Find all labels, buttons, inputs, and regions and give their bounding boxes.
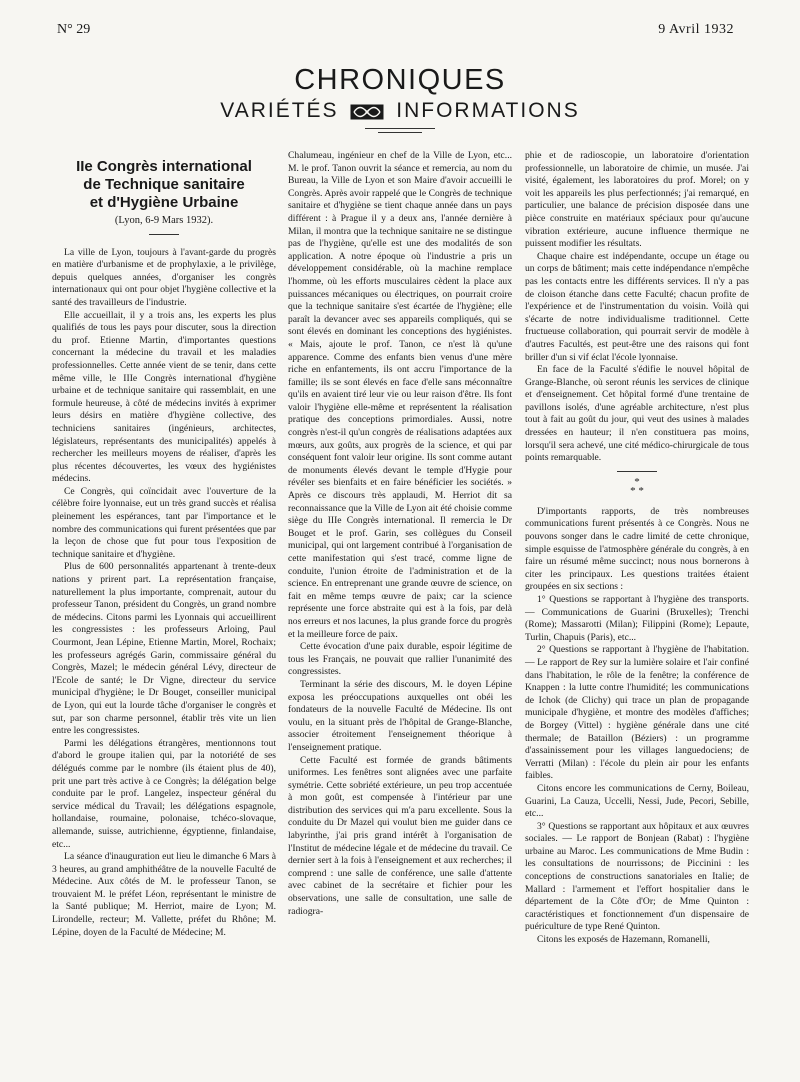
paragraph: 3° Questions se rapportant aux hôpitaux et aux œuvres sociales. — Le rapport de Bonjean (Rabat) : l'hygiène urbaine au Maroc. Les communications de Mme Budin : les consultations de nourrissons; de Piccinini : les conceptions de constructions sanatoriales en Italie; de Mallard : l'armement et l'effort hospitalier dans le département de la Côte d'Or; de Mme Quinton : caractéristiques et fonctionnement d'un dispensaire de puériculture de type René Quinton.	[525, 820, 749, 933]
paragraph: La ville de Lyon, toujours à l'avant-garde du progrès en matière d'urbanisme et de prophylaxie, a le privilège, depuis quelques années, d'organiser les congrès internationaux qui ont pour objet l'hygiène collective et la santé des travailleurs de l'industrie.	[52, 246, 276, 308]
paragraph: Ce Congrès, qui coïncidait avec l'ouverture de la célèbre foire lyonnaise, eut un très grand succès et réalisa pleinement les espérances, tant par l'importance et le nombre des communications qui furent présentées que par la leçon de chose que fut pour tous l'exposition de technique sanitaire et d'hygiène.	[52, 485, 276, 560]
title-rule	[149, 234, 179, 235]
paragraph: Parmi les délégations étrangères, mentionnons tout d'abord le groupe italien qui, par la notoriété de ses délégués comme par le nombre (ils étaient plus de 40), prit une part très active à ce Congrès; la délégation belge conduite par le prof. Langelez, inspecteur général du service médical du Travail; les délégations espagnole, hollandaise, roumaine, polonaise, tchéco-slovaque, allemande, suisse, autrichienne, égyptienne, finlandaise, etc...	[52, 737, 276, 850]
paragraph: 1° Questions se rapportant à l'hygiène des transports. — Communications de Guarini (Bruxelles); Trenchi (Rome); Massarotti (Milan); Filippini (Rome); Lepaute, Turlin, Chapuis (Paris), etc...	[525, 594, 749, 643]
subtitle-left: VARIÉTÉS	[220, 99, 339, 122]
subtitle-right: INFORMATIONS	[396, 99, 580, 122]
column-2	[288, 150, 512, 918]
paragraph: Chalumeau, ingénieur en chef de la Ville de Lyon, etc... M. le prof. Tanon ouvrit la séance et remercia, au nom du Bureau, la Ville de Lyon et son Maire d'avoir accueilli le Congrès. Après avoir rappelé que le Congrès de technique sanitaire et d'hygiène se tient chaque année dans un pays différent : à Prague il y a deux ans, l'année dernière à Milan, il montra que la technique sanitaire ne se distingue pas de l'hygiène, qu'elle est une des modalités de son application. A notre époque où l'industrie a pris un développement considérable, où la machine remplace l'homme, où les efforts musculaires cèdent la place aux puissances mécaniques ou électriques, on pourrait croire que la technique sanitaire s'est écartée de l'hygiène; elle paraît la devancer avec ses appareils compliqués, qui se sont élevés en dominant les conceptions des hygiénistes. « Mais, ajoute le prof. Tanon, ce n'est là qu'une apparence. Comme des enfants bien venus d'une mère riche en enfantements, ils ont accru l'importance de la famille; ils se sont élevés en face d'elle sans méconnaître qu'ils en avaient tiré leur vie ou leur raison d'être. Ils font valoir l'hygiène elle-même et représentent la réalisation pratique des conceptions primordiales. Aussi, notre congrès n'est-il qu'un congrès de réalisations adaptées aux mœurs, aux goûts, aux progrès de la science, et qui par conséquent font valoir leur origine. Ils sont comme autant de monuments élevés devant le temple d'Hygie pour révéler ses bienfaits et en faire bénéficier les sociétés. » Après ce discours très applaudi, M. Herriot dit sa reconnaissance que la Ville de Lyon ait été choisie comme siège du IIIe Congrès international. Il remercia le Dr Bouget et le prof. Garin, ses collègues du Conseil municipal, qui ont largement contribué à l'organisation de cette manifestation qui s'est tracé, comme ligne de conduite, l'union étroite de l'administration et de la science. En entreprenant une grande œuvre de science, on fait en même temps œuvre de paix; car la science représente une force abstraite qui est à la fois, par delà nos erreurs et nos lacunes, la plus grande force du progrès et la meilleure force de paix.	[288, 150, 512, 640]
section-subtitle	[0, 100, 800, 124]
column-3	[525, 150, 749, 947]
paragraph: D'importants rapports, de très nombreuses communications furent présentés à ce Congrès. Nous ne pouvons songer dans le cadre limité de cette chronique, simple esquisse de l'atmosphère générale du congrès, à en faire un résumé même succinct; nous nous bornerons à citer les principaux. Les questions traitées étaient groupées en six sections :	[525, 505, 749, 593]
paragraph: Citons les exposés de Hazemann, Romanelli,	[537, 934, 710, 946]
paragraph: Elle accueillait, il y a trois ans, les experts les plus qualifiés de tous les pays pour discuter, sous la direction du prof. Etienne Martin, d'importantes questions concernant la médecine du travail et les maladies professionnelles. Cette année vient de se tenir, dans cette même ville, le IIIe Congrès international d'hygiène urbaine et de technique sanitaire qui rassemblait, en une formule heureuse, à côté de médecins invités à exprimer leurs désirs en matière d'hygiène collective, des techniciens sanitaires (ingénieurs, architectes, législateurs, représentants des municipalités) appelés à rechercher les meilleurs moyens de réaliser, d'après les plus récentes découvertes, les vœux des hygiénistes médecins.	[52, 309, 276, 485]
column-1	[52, 150, 276, 939]
section-title: CHRONIQUES	[294, 64, 506, 96]
section-stars: * * *	[630, 475, 644, 497]
paragraph: phie et de radioscopie, un laboratoire d'orientation professionnelle, un laboratoire de chimie, un musée. J'ai visité, également, les laboratoires du prof. Morel; on y voit les appareils les plus perfectionnés; j'ai remarqué, en particulier, une balance de précision disposée dans une pièce construite en matériaux spéciaux pour qu'aucune vibration extérieure, aucune influence thermique ne puissent modifier les résultats.	[525, 150, 749, 250]
paragraph: Plus de 600 personnalités appartenant à trente-deux nations y prirent part. La représentation française, naturellement la plus importante, comprenait, autour du professeur Tanon, président du Congrès, un grand nombre de médecins. Citons parmi les Lyonnais qui accueillirent les congressistes : les professeurs Arloing, Paul Courmont, Jean Lépine, Etienne Martin, Morel, Rochaix; les professeurs agrégés Garin, commissaire général du Congrès, Mazel; le médecin général Lévy, directeur de l'Ecole de santé; le Dr Vigne, directeur du service municipal d'hygiène; le Dr Bouget, conseiller municipal de Lyon, qui eut la lourde tâche d'organiser le congrès et sut, par son charme personnel, établir très vite un lien entre les congressistes.	[52, 561, 276, 737]
header-rule	[365, 128, 435, 129]
header-rule-short	[378, 132, 422, 133]
paragraph: En face de la Faculté s'édifie le nouvel hôpital de Grange-Blanche, où seront réunis les services de clinique et d'enseignement. Cet hôpital formé d'une trentaine de pavillons isolés, d'une agréable architecture, n'est plus tout à fait au goût du jour, qui veut des usines à malades dressées en hauteur; il n'en constituera pas moins, lorsqu'il sera achevé, une cité médico-chirurgicale de tous points remarquable.	[525, 364, 749, 464]
paragraph: La séance d'inauguration eut lieu le dimanche 6 Mars à 3 heures, au grand amphithéâtre de la nouvelle Faculté de Médecine. Aux côtés de M. le professeur Tanon, se trouvaient M. le préfet Léon, représentant le ministre de la Santé publique; M. Herriot, maire de Lyon; M. Lirondelle, recteur; M. Vallette, préfet du Rhône; M. Lépine, doyen de la Faculté de Médecine; M.	[52, 851, 276, 938]
article-title: IIe Congrès international de Technique sanitaire et d'Hygiène Urbaine	[76, 158, 252, 211]
paragraph: Chaque chaire est indépendante, occupe un étage ou un corps de bâtiment; mais cette indépendance n'empêche pas les contacts entre les différents services. Il n'y a pas de cloison étanche dans cette Faculté; chacun profite de l'expérience et de l'instrumentation du voisin. Voilà qui s'écarte de notre individualisme traditionnel. Cette fructueuse collaboration, qui pourrait servir de modèle à d'autres Facultés, est peut-être une des raisons qui font briller d'un si vif éclat l'école lyonnaise.	[525, 250, 749, 363]
section-rule	[617, 471, 657, 472]
issue-date: 9 Avril 1932	[658, 22, 734, 37]
issue-number: N° 29	[57, 22, 91, 37]
paragraph: Cette Faculté est formée de grands bâtiments uniformes. Les fenêtres sont alignées avec une parfaite symétrie. Cette sobriété extérieure, un peu trop accentuée à mon goût, est compensée à l'intérieur par une distribution des services qui m'a paru excellente. Sous la conduite du Dr Mazel qui voulut bien me guider dans ce labyrinthe, j'ai pris grand intérêt à l'organisation de l'Institut de médecine légale et de médecine du travail. Ce dernier sert à la fois à l'enseignement et aux recherches; il comprend : une salle de conférence, une salle d'attente avec cabinet de la secrétaire et fichier pour les observations, une salle de consultation, une salle de radiogra-	[288, 754, 512, 917]
paragraph: Citons encore les communications de Cerny, Boileau, Guarini, La Cauza, Uccelli, Nessi, Jude, Pecori, Sebille, etc...	[525, 782, 749, 820]
ornamental-fleuron-icon	[350, 103, 384, 124]
article-date: (Lyon, 6-9 Mars 1932).	[114, 215, 214, 226]
paragraph: Cette évocation d'une paix durable, espoir légitime de tous les Français, ne pouvait que rallier l'unanimité des congressistes.	[288, 641, 512, 678]
paragraph: Terminant la série des discours, M. le doyen Lépine exposa les préoccupations auxquelles ont obéi les fondateurs de la nouvelle Faculté de Médecine. Ils ont voulu, en la situant près de l'hôpital de Grange-Blanche, associer étroitement l'enseignement théorique à l'enseignement pratique.	[288, 678, 512, 753]
paragraph: 2° Questions se rapportant à l'hygiène de l'habitation. — Le rapport de Rey sur la lumière solaire et l'air confiné dans l'habitation, le rôle de la fenêtre; la conférence de Knappen : la lutte contre l'humidité; les communications de Ichok (de Clichy) qui trace un plan de propagande municipale d'hygiène, et montre des modèles d'affiches; de Borgey (Vittel) : hygiène générale dans une cité thermale; de Bataillon (Béziers) : un programme d'assainissement pour les villages languedociens; de Verratti (Milan) : l'école du plein air pour les enfants faibles.	[525, 644, 749, 782]
